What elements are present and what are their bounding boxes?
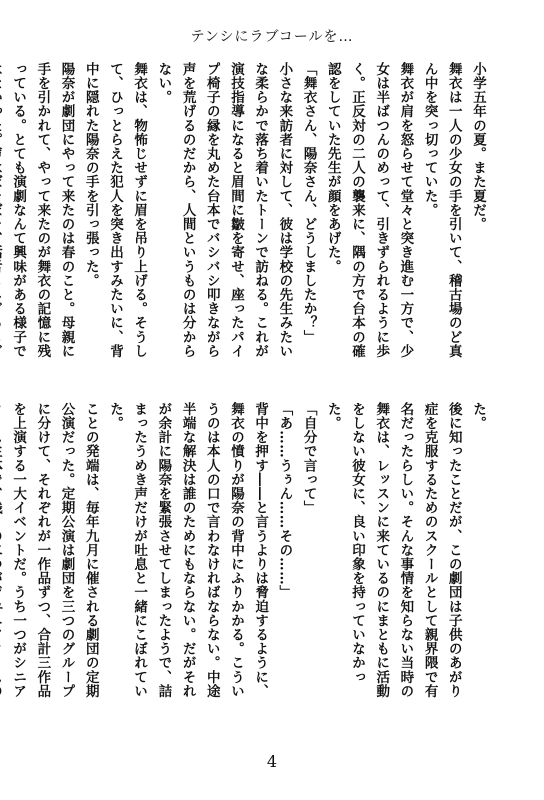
paragraph: た。 — [470, 402, 486, 431]
dialogue-line: 「舞衣さん、陽奈さん、どうしましたか？」 — [300, 62, 317, 344]
text-block-lower — [10, 402, 490, 712]
running-head: テンシにラブコールを… — [190, 29, 354, 45]
paragraph: 舞衣は一人の少女の手を引いて、稽古場のど真ん中を突っ切っていた。 — [421, 62, 462, 359]
page-number: 4 — [266, 752, 278, 771]
paragraph: 小学五年の夏。また夏だ。 — [470, 62, 486, 232]
dialogue-line: 「自分で言って」 — [300, 402, 317, 515]
paragraph: 後に知ったことだが、この劇団は子供のあがり症を克服するためのスクールとして親界隈で有名だったらしい。そんな事情を知らない当時の舞衣は、レッスンに来ているのにまともに活動をしない彼女に、良い印象を持っていなかった。 — [324, 402, 462, 699]
paragraph: 舞衣が肩を怒らせて堂々と突き進む一方で、少女は半ばつんのめって、引きずられるように歩く。正反対の二人の襲来に、隅の方で台本の確認をしていた先生が顔をあげた。 — [324, 62, 414, 359]
paragraph: 背中を押す――と言うよりは脅迫するように、舞衣の憤りが陽奈の背中にふりかかる。こういうのは本人の口で言わなければならない。中途半端な解決は誰のためにもならない。だがそれが余計に陽奈を緊張させてしまったようで、詰まったうめき声だけが吐息と一緒にこぼれていた。 — [106, 402, 269, 699]
paragraph: ことの発端は、毎年九月に催される劇団の定期公演だった。定期公演は劇団を三つのグループに分けて、それぞれが一作品ずつ、合計三作品を上演する一大イベントだ。うち一つがシニア — [10, 402, 99, 699]
paragraph: 舞衣は、物怖じせずに眉を吊り上げる。そうして、ひっとらえた犯人を突き出すみたいに、背中に隠れた陽奈の手を引っ張った。 — [82, 62, 148, 359]
dialogue-line: 「あ……うぅん……その……」 — [276, 402, 293, 600]
paragraph: 陽奈が劇団にやって来たのは春のこと。母親に手を引かれて、やって来たのが舞衣の記憶に残っている。とても演劇なんて興味がある様子で — [10, 62, 75, 359]
paragraph: 小さな来訪者に対して、彼は学校の先生みたいな柔らかで落ち着いたトーンで訪ねる。これが演技指導になると眉間に皺を寄せ、座ったパイプ椅子の縁を丸めた台本でバシバシ叩きながら声を荒げるのだから、人間というものは分からない。 — [155, 62, 293, 359]
text-block-upper — [10, 62, 490, 372]
